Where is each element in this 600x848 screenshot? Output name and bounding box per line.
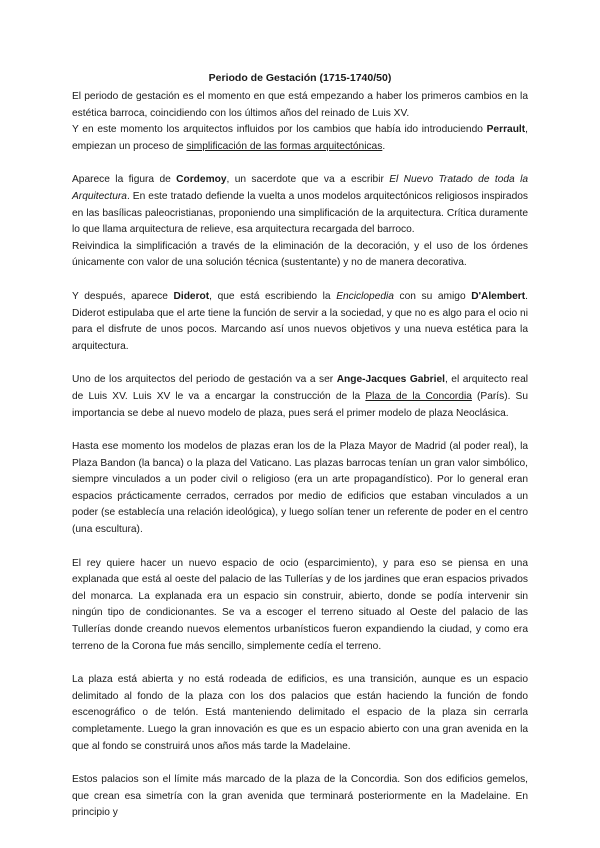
name-gabriel: Ange-Jacques Gabriel <box>336 374 445 386</box>
simplificacion-link: simplificación de las formas arquitectónicas <box>186 140 383 152</box>
cordemoy-text-c: . En este tratado defiende la vuelta a unos modelos arquitectónicos religiosos inspirados en las basílicas paleocristianas, proponiendo una simplificación de la arquitectura. Crítica duramente lo que llama arquitectura de relieve, esa arquitectura recargada del barroco. <box>72 190 528 236</box>
paragraph-plazas: Hasta ese momento los modelos de plazas eran los de la Plaza Mayor de Madrid (al poder real), la Plaza Bandon (la banca) o la plaza del Vaticano. Las plazas barrocas tenían un gran valor simbólico, siempre vinculados a un poder civil o religioso (era un arte propagandístico). Por lo general eran espacios prácticamente cerrados, cerrados por medio de edificios que estaban vinculados a un poder (se establecía una relación ideológica), y luego solían tener un referente de poder en el centro (una escultura). <box>72 441 528 536</box>
diderot-text-c: con su amigo <box>393 290 472 302</box>
page-title: Periodo de Gestación (1715-1740/50) <box>208 72 392 84</box>
paragraph-gabriel <box>72 372 528 422</box>
cordemoy-text-a: Aparece la figura de <box>72 174 177 186</box>
plaza-concordia-link: Plaza de la Concordia <box>365 390 472 402</box>
name-perrault: Perrault <box>486 124 526 136</box>
name-diderot: Diderot <box>173 290 210 302</box>
book-title-tratado: El Nuevo Tratado de toda la Arquitectura <box>72 174 528 202</box>
paragraph-plaza-abierta: La plaza está abierta y no está rodeada de edificios, es una transición, aunque es un espacio delimitado al fondo de la plaza con los dos palacios que están haciendo la función de fondo escenográfico o de telón. Está manteniendo delimitado el espacio de la plaza sin cerrarla completamente. Luego la gran innovación es que es un espacio abierto con una gran avenida en la que al fondo se construirá unos años más tarde la Madelaine. <box>72 674 528 752</box>
intro-text-c: , empiezan un proceso de <box>72 124 528 152</box>
name-cordemoy: Cordemoy <box>176 174 227 186</box>
diderot-text-b: , que está escribiendo la <box>209 290 337 302</box>
intro-text-a: El periodo de gestación es el momento en que está empezando a haber los primeros cambios en la estética barroca, coincidiendo con los últimos años del reinado de Luis XV. <box>72 91 528 119</box>
gabriel-text-a: Uno de los arquitectos del periodo de gestación va a ser <box>72 374 337 386</box>
diderot-text-a: Y después, aparece <box>72 290 174 302</box>
paragraph-intro <box>72 89 528 155</box>
gabriel-text-b: , el arquitecto real de Luis XV. Luis XV le va a encargar la construcción de la <box>72 374 528 402</box>
intro-text-b: Y en este momento los arquitectos influidos por los cambios que había ido introduciendo <box>72 124 487 136</box>
gabriel-text-c: (París). Su importancia se debe al nuevo modelo de plaza, pues será el primer modelo de plaza Neoclásica. <box>72 390 529 419</box>
cordemoy-text-b: , un sacerdote que va a escribir <box>226 174 390 186</box>
intro-text-d: . <box>382 140 386 152</box>
name-dalembert: D'Alembert <box>471 290 526 302</box>
paragraph-rey: El rey quiere hacer un nuevo espacio de ocio (esparcimiento), y para eso se piensa en una explanada que está al oeste del palacio de las Tullerías y de los jardines que eran espacios privados del monarca. La explanada era un espacio sin construir, abierto, donde se podía intervenir sin ningún tipo de condicionantes. Se va a escoger el terreno situado al Oeste del palacio de las Tullerías donde creando nuevos elementos urbanísticos fueron expandiendo la ciudad, y como era terreno de la Corona fue más sencillo, simplemente cedía el terreno. <box>72 557 528 652</box>
paragraph-cordemoy <box>72 172 528 272</box>
book-title-enciclopedia: Enciclopedia <box>336 290 394 302</box>
cordemoy-text-d: Reivindica la simplificación a través de la eliminación de la decoración, y el uso de los órdenes únicamente con valor de una solución técnica (sustentante) y no de manera decorativa. <box>72 240 528 269</box>
diderot-text-d: . Diderot estipulaba que el arte tiene la función de servir a la sociedad, y que no es algo para el ocio ni para el disfrute de unos pocos. Marcando así unos nuevos objetivos y una nueva estética para la arquitectura. <box>72 290 528 352</box>
paragraph-diderot <box>72 289 528 355</box>
paragraph-palacios: Estos palacios son el límite más marcado de la plaza de la Concordia. Son dos edificios gemelos, que crean esa simetría con la gran avenida que terminará posteriormente en la Madelaine. En principio y <box>72 774 528 819</box>
